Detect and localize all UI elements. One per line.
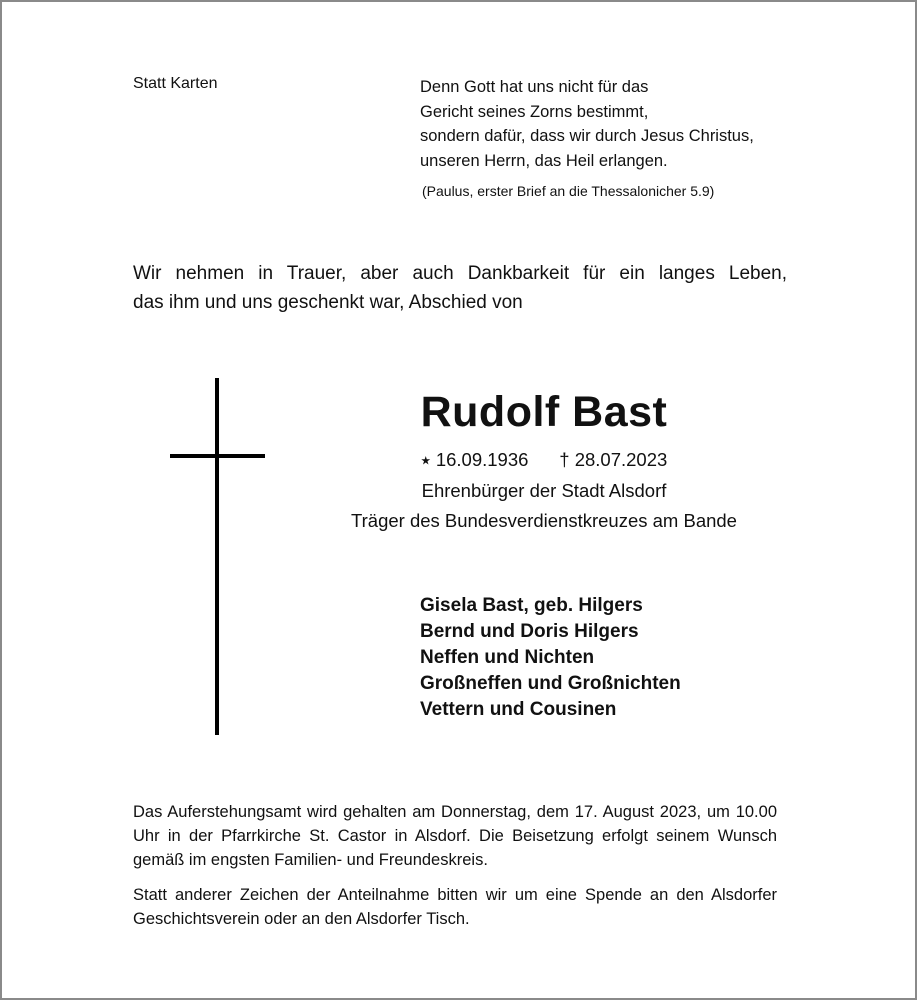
cross-icon xyxy=(215,378,219,735)
mourner: Bernd und Doris Hilgers xyxy=(420,621,639,642)
verse-line: Denn Gott hat uns nicht für das xyxy=(420,78,649,96)
honor-title-2: Träger des Bundesverdienstkreuzes am Bande xyxy=(351,510,737,531)
life-dates xyxy=(332,449,756,471)
birth-date: ⭑ 16.09.1936 xyxy=(420,449,529,470)
funeral-notice: Das Auferstehungsamt wird gehalten am Donnerstag, dem 17. August 2023, um 10.00 Uhr in der Pfarrkirche St. Castor in Alsdorf. Die Beisetzung erfolgt seinem Wunsch gemäß im engsten Familien- und Freundeskreis. xyxy=(133,803,777,869)
mourner: Vettern und Cousinen xyxy=(420,699,617,720)
donation-notice: Statt anderer Zeichen der Anteilnahme bitten wir um eine Spende an den Alsdorfer Geschichtsverein oder an den Alsdorfer Tisch. xyxy=(133,886,777,928)
death-date: † 28.07.2023 xyxy=(559,449,668,470)
mourner: Gisela Bast, geb. Hilgers xyxy=(420,595,643,616)
deceased-name: Rudolf Bast xyxy=(420,388,668,436)
cross-icon-bar xyxy=(170,454,265,458)
verse-line: unseren Herrn, das Heil erlangen. xyxy=(420,151,668,170)
verse-source: (Paulus, erster Brief an die Thessalonicher 5.9) xyxy=(422,183,715,199)
intro-text xyxy=(133,259,787,317)
mourners-list xyxy=(420,593,681,723)
mourner: Neffen und Nichten xyxy=(420,647,595,668)
mourner: Großneffen und Großnichten xyxy=(420,673,681,694)
honor-title-1: Ehrenbürger der Stadt Alsdorf xyxy=(421,480,667,501)
intro-line-2: das ihm und uns geschenkt war, Abschied von xyxy=(133,292,523,313)
verse-line: Gericht seines Zorns bestimmt, xyxy=(420,102,649,121)
verse-line: sondern dafür, dass wir durch Jesus Christus, xyxy=(420,127,754,145)
statt-karten-label: Statt Karten xyxy=(133,75,218,92)
bible-verse xyxy=(420,75,754,173)
intro-line-1: Wir nehmen in Trauer, aber auch Dankbarkeit für ein langes Leben, xyxy=(133,263,787,284)
